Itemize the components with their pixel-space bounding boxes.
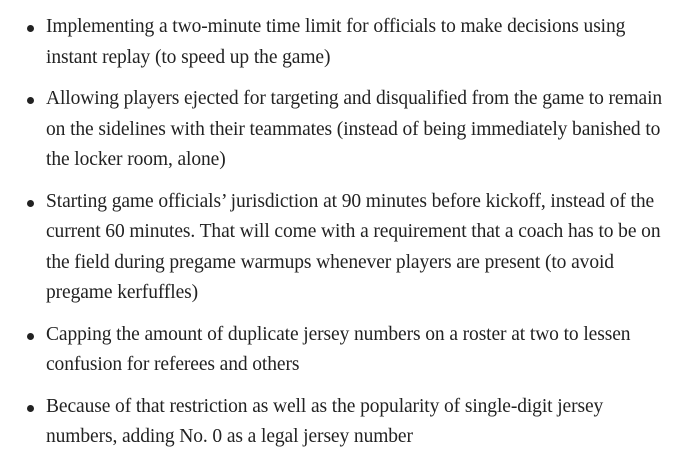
bullet-list (0, 12, 680, 464)
list-item (0, 392, 680, 453)
list-item (0, 320, 680, 381)
list-item (0, 84, 680, 176)
bullet-dot (27, 25, 34, 32)
list-item-text: Because of that restriction as well as the popularity of single-digit jersey numbers, adding No. 0 as a legal jersey number (46, 395, 604, 447)
bullet-dot (27, 333, 34, 340)
list-item-text: Capping the amount of duplicate jersey numbers on a roster at two to lessen confusion for referees and others (46, 323, 631, 375)
list-item (0, 187, 680, 309)
bullet-dot (27, 200, 34, 207)
list-item-text: Implementing a two-minute time limit for officials to make decisions using instant replay (to speed up the game) (46, 16, 626, 68)
list-item-text: Allowing players ejected for targeting and disqualified from the game to remain on the sidelines with their teammates (instead of being immediately banished to the locker room, alone) (46, 88, 663, 170)
bullet-dot (27, 405, 34, 412)
list-item-text: Starting game officials’ jurisdiction at 90 minutes before kickoff, instead of the current 60 minutes. That will come with a requirement that a coach has to be on the field during pregame warmups whenever players are present (to avoid pregame kerfuffles) (46, 190, 661, 303)
list-item (0, 12, 680, 73)
bullet-dot (27, 97, 34, 104)
